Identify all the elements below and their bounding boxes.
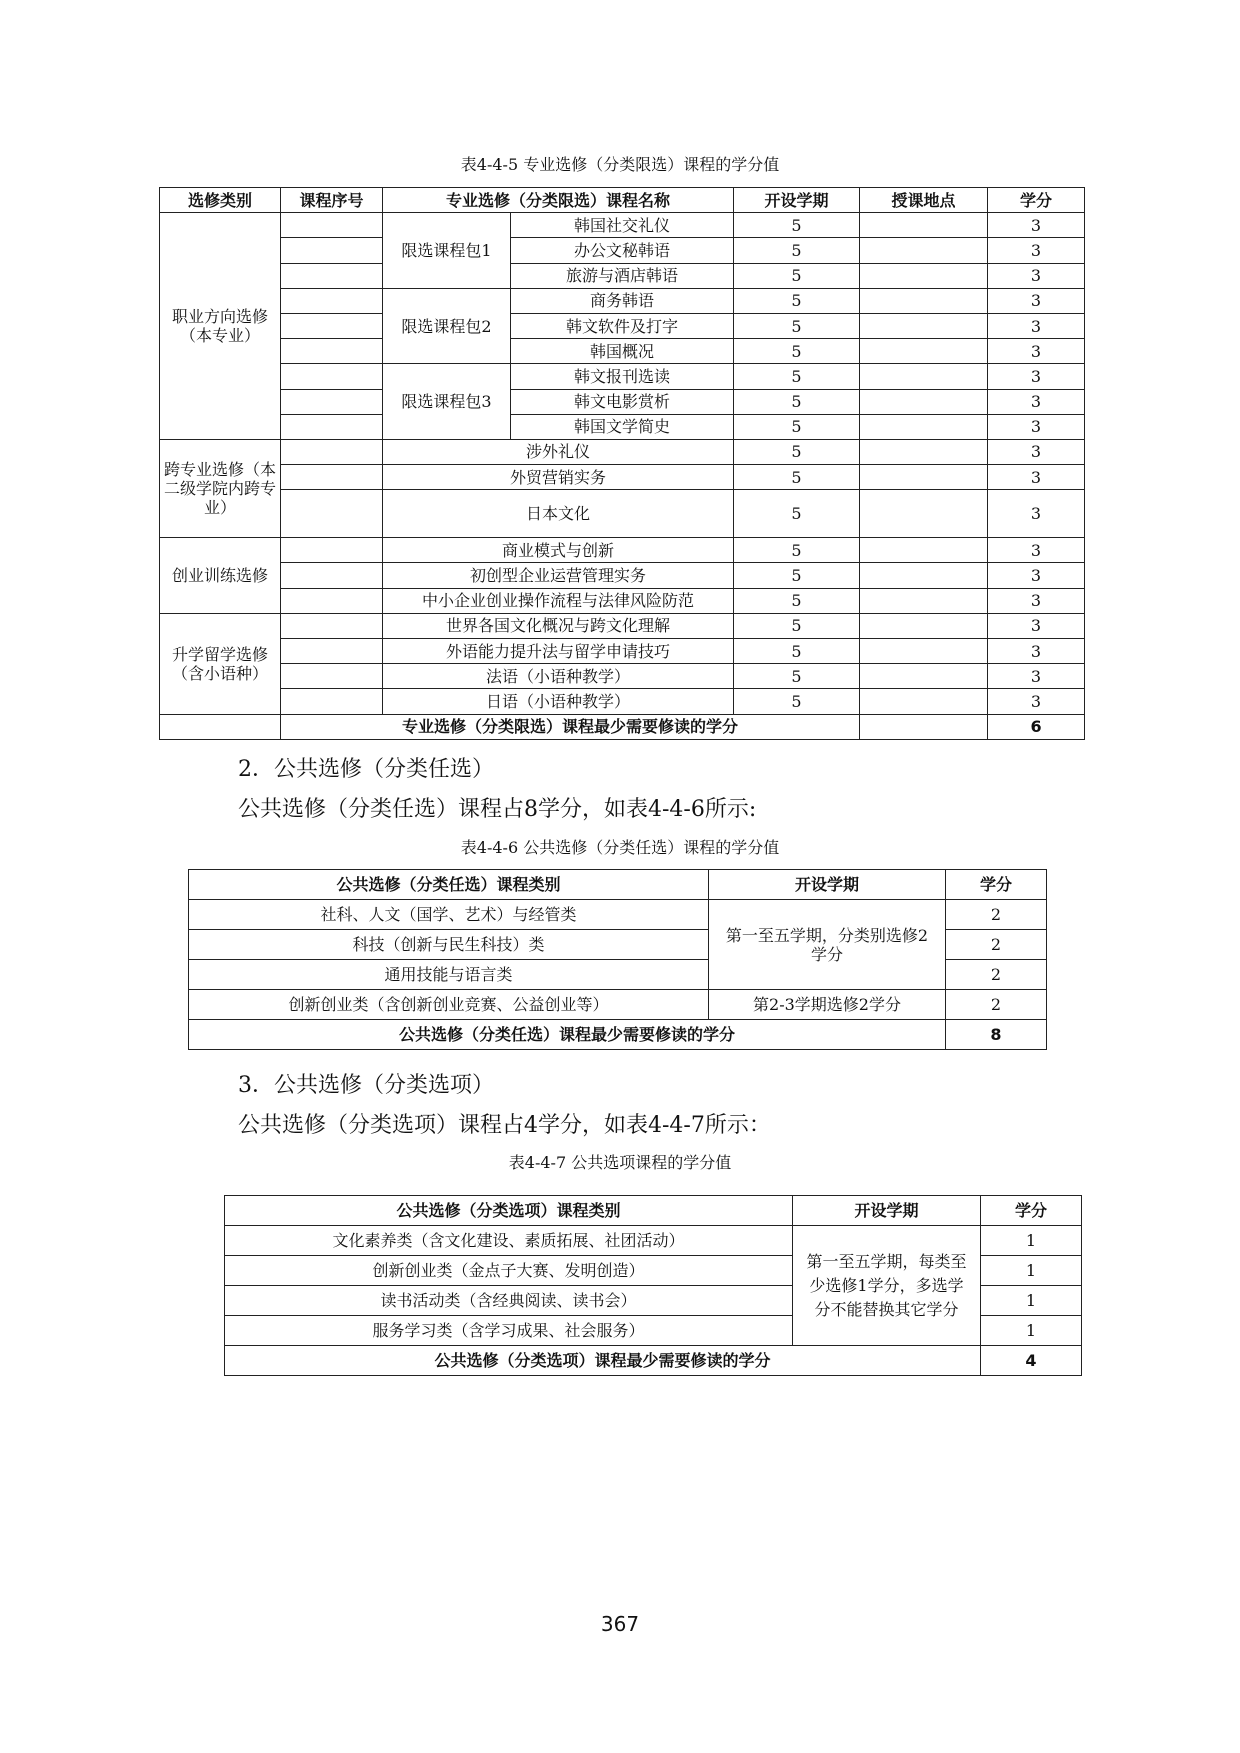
- course-name: 韩国文学简史: [511, 414, 734, 439]
- section3-text: 公共选修（分类选项）课程占4学分，如表4-4-7所示：: [238, 1113, 771, 1138]
- term-cell: 5: [734, 263, 860, 288]
- table-row: [160, 490, 1085, 538]
- credit-cell: 2: [946, 990, 1047, 1020]
- table-row: [160, 313, 1085, 338]
- table-header-row: [189, 870, 1047, 900]
- header-term: 开设学期: [734, 188, 860, 213]
- seq-cell: [281, 339, 383, 364]
- course-name: 商务韩语: [511, 288, 734, 313]
- term-cell: 5: [734, 538, 860, 563]
- total-value: 6: [988, 714, 1085, 739]
- term-cell: 5: [734, 588, 860, 613]
- category-cell: 科技（创新与民生科技）类: [189, 930, 709, 960]
- table-row: [160, 213, 1085, 238]
- course-name: 办公文秘韩语: [511, 238, 734, 263]
- course-name: 日本文化: [383, 490, 734, 538]
- table-row: [160, 689, 1085, 714]
- header-credit: 学分: [946, 870, 1047, 900]
- header-credit: 学分: [988, 188, 1085, 213]
- term-cell: 5: [734, 639, 860, 664]
- table-row: [160, 238, 1085, 263]
- course-name: 日语（小语种教学）: [383, 689, 734, 714]
- location-cell: [860, 313, 988, 338]
- total-row: [189, 1020, 1047, 1050]
- term-cell: 5: [734, 439, 860, 464]
- section2-text: 公共选修（分类任选）课程占8学分，如表4-4-6所示:: [238, 797, 757, 822]
- header-category: 选修类别: [160, 188, 281, 213]
- total-label: 公共选修（分类任选）课程最少需要修读的学分: [189, 1020, 946, 1050]
- table-row: [160, 389, 1085, 414]
- total-empty-cell: [160, 714, 281, 739]
- seq-cell: [281, 313, 383, 338]
- category-cell: 服务学习类（含学习成果、社会服务）: [225, 1316, 793, 1346]
- credit-cell: 2: [946, 960, 1047, 990]
- course-name: 旅游与酒店韩语: [511, 263, 734, 288]
- location-cell: [860, 389, 988, 414]
- location-cell: [860, 213, 988, 238]
- location-cell: [860, 339, 988, 364]
- table-row: [160, 588, 1085, 613]
- seq-cell: [281, 563, 383, 588]
- table-row: [160, 639, 1085, 664]
- seq-cell: [281, 613, 383, 638]
- total-label: 公共选修（分类选项）课程最少需要修读的学分: [225, 1346, 981, 1376]
- term-cell: 5: [734, 689, 860, 714]
- table-row: [160, 339, 1085, 364]
- credit-cell: 3: [988, 364, 1085, 389]
- header-credit: 学分: [981, 1196, 1082, 1226]
- package-cell: 限选课程包3: [383, 364, 511, 440]
- credit-cell: 3: [988, 389, 1085, 414]
- credit-cell: 1: [981, 1316, 1082, 1346]
- credit-cell: 3: [988, 613, 1085, 638]
- credit-cell: 3: [988, 538, 1085, 563]
- credit-cell: 3: [988, 664, 1085, 689]
- location-cell: [860, 588, 988, 613]
- location-cell: [860, 563, 988, 588]
- table6: [188, 869, 1047, 1050]
- category-cell: 升学留学选修（含小语种）: [160, 613, 281, 714]
- credit-cell: 1: [981, 1286, 1082, 1316]
- seq-cell: [281, 263, 383, 288]
- location-cell: [860, 639, 988, 664]
- header-term: 开设学期: [709, 870, 946, 900]
- seq-cell: [281, 490, 383, 538]
- credit-cell: 3: [988, 263, 1085, 288]
- table-row: [160, 613, 1085, 638]
- term-cell: 5: [734, 238, 860, 263]
- credit-cell: 3: [988, 588, 1085, 613]
- course-name: 涉外礼仪: [383, 439, 734, 464]
- section3-heading: 3．公共选修（分类选项）: [238, 1073, 494, 1098]
- term-cell: 第2-3学期选修2学分: [709, 990, 946, 1020]
- course-name: 商业模式与创新: [383, 538, 734, 563]
- page-number: 367: [600, 1612, 640, 1636]
- table6-caption: 表4-4-6 公共选修（分类任选）课程的学分值: [460, 838, 780, 857]
- table-row: [160, 664, 1085, 689]
- credit-cell: 1: [981, 1256, 1082, 1286]
- credit-cell: 3: [988, 313, 1085, 338]
- package-cell: 限选课程包2: [383, 288, 511, 364]
- term-cell: 5: [734, 414, 860, 439]
- course-name: 法语（小语种教学）: [383, 664, 734, 689]
- location-cell: [860, 613, 988, 638]
- location-cell: [860, 263, 988, 288]
- category-cell: 职业方向选修（本专业）: [160, 213, 281, 440]
- seq-cell: [281, 364, 383, 389]
- location-cell: [860, 238, 988, 263]
- course-name: 中小企业创业操作流程与法律风险防范: [383, 588, 734, 613]
- course-name: 世界各国文化概况与跨文化理解: [383, 613, 734, 638]
- credit-cell: 3: [988, 490, 1085, 538]
- location-cell: [860, 414, 988, 439]
- seq-cell: [281, 639, 383, 664]
- table-row: [225, 1226, 1082, 1256]
- term-cell: 5: [734, 364, 860, 389]
- credit-cell: 2: [946, 930, 1047, 960]
- term-cell: 5: [734, 213, 860, 238]
- section2-heading: 2．公共选修（分类任选）: [238, 757, 494, 782]
- seq-cell: [281, 213, 383, 238]
- credit-cell: 3: [988, 339, 1085, 364]
- credit-cell: 3: [988, 288, 1085, 313]
- table-row: [189, 990, 1047, 1020]
- table5: [159, 187, 1085, 740]
- term-cell: 5: [734, 490, 860, 538]
- location-cell: [860, 364, 988, 389]
- location-cell: [860, 490, 988, 538]
- seq-cell: [281, 588, 383, 613]
- term-cell: 5: [734, 313, 860, 338]
- location-cell: [860, 664, 988, 689]
- seq-cell: [281, 238, 383, 263]
- total-row: [225, 1346, 1082, 1376]
- total-empty-cell: [860, 714, 988, 739]
- location-cell: [860, 465, 988, 490]
- course-name: 外贸营销实务: [383, 465, 734, 490]
- course-name: 韩国概况: [511, 339, 734, 364]
- total-label: 专业选修（分类限选）课程最少需要修读的学分: [281, 714, 860, 739]
- credit-cell: 3: [988, 689, 1085, 714]
- category-cell: 读书活动类（含经典阅读、读书会）: [225, 1286, 793, 1316]
- course-name: 韩国社交礼仪: [511, 213, 734, 238]
- table7: [224, 1195, 1082, 1376]
- credit-cell: 3: [988, 465, 1085, 490]
- category-cell: 创业训练选修: [160, 538, 281, 614]
- header-course-name: 专业选修（分类限选）课程名称: [383, 188, 734, 213]
- table-header-row: [160, 188, 1085, 213]
- course-name: 初创型企业运营管理实务: [383, 563, 734, 588]
- category-cell: 社科、人文（国学、艺术）与经管类: [189, 900, 709, 930]
- location-cell: [860, 288, 988, 313]
- credit-cell: 3: [988, 213, 1085, 238]
- course-name: 韩文报刊选读: [511, 364, 734, 389]
- location-cell: [860, 689, 988, 714]
- location-cell: [860, 538, 988, 563]
- header-location: 授课地点: [860, 188, 988, 213]
- category-cell: 通用技能与语言类: [189, 960, 709, 990]
- table-row: [160, 465, 1085, 490]
- credit-cell: 3: [988, 439, 1085, 464]
- table-row: [160, 263, 1085, 288]
- course-name: 外语能力提升法与留学申请技巧: [383, 639, 734, 664]
- term-cell: 5: [734, 339, 860, 364]
- credit-cell: 2: [946, 900, 1047, 930]
- table-row: [160, 563, 1085, 588]
- credit-cell: 1: [981, 1226, 1082, 1256]
- term-cell: 5: [734, 613, 860, 638]
- location-cell: [860, 439, 988, 464]
- term-cell: 第一至五学期，分类别选修2学分: [709, 900, 946, 990]
- total-value: 4: [981, 1346, 1082, 1376]
- seq-cell: [281, 538, 383, 563]
- table-row: [160, 364, 1085, 389]
- table-header-row: [225, 1196, 1082, 1226]
- seq-cell: [281, 389, 383, 414]
- header-seq: 课程序号: [281, 188, 383, 213]
- seq-cell: [281, 288, 383, 313]
- table-row: [189, 900, 1047, 930]
- category-cell: 创新创业类（含创新创业竞赛、公益创业等）: [189, 990, 709, 1020]
- table5-caption: 表4-4-5 专业选修（分类限选）课程的学分值: [460, 155, 780, 174]
- seq-cell: [281, 689, 383, 714]
- category-cell: 创新创业类（金点子大赛、发明创造）: [225, 1256, 793, 1286]
- term-cell: 5: [734, 389, 860, 414]
- seq-cell: [281, 465, 383, 490]
- table-row: [160, 288, 1085, 313]
- credit-cell: 3: [988, 414, 1085, 439]
- category-cell: 文化素养类（含文化建设、素质拓展、社团活动）: [225, 1226, 793, 1256]
- term-cell: 5: [734, 465, 860, 490]
- term-cell: 5: [734, 563, 860, 588]
- credit-cell: 3: [988, 639, 1085, 664]
- total-value: 8: [946, 1020, 1047, 1050]
- course-name: 韩文电影赏析: [511, 389, 734, 414]
- credit-cell: 3: [988, 563, 1085, 588]
- package-cell: 限选课程包1: [383, 213, 511, 289]
- table7-caption: 表4-4-7 公共选项课程的学分值: [508, 1153, 732, 1172]
- term-cell: 5: [734, 288, 860, 313]
- category-cell: 跨专业选修（本二级学院内跨专业）: [160, 439, 281, 537]
- table-row: [160, 439, 1085, 464]
- header-term: 开设学期: [793, 1196, 981, 1226]
- total-row: [160, 714, 1085, 739]
- course-name: 韩文软件及打字: [511, 313, 734, 338]
- credit-cell: 3: [988, 238, 1085, 263]
- table-row: [160, 538, 1085, 563]
- seq-cell: [281, 439, 383, 464]
- header-category: 公共选修（分类任选）课程类别: [189, 870, 709, 900]
- seq-cell: [281, 664, 383, 689]
- term-cell: 第一至五学期，每类至少选修1学分，多选学分不能替换其它学分: [793, 1226, 981, 1346]
- seq-cell: [281, 414, 383, 439]
- table-row: [160, 414, 1085, 439]
- header-category: 公共选修（分类选项）课程类别: [225, 1196, 793, 1226]
- term-cell: 5: [734, 664, 860, 689]
